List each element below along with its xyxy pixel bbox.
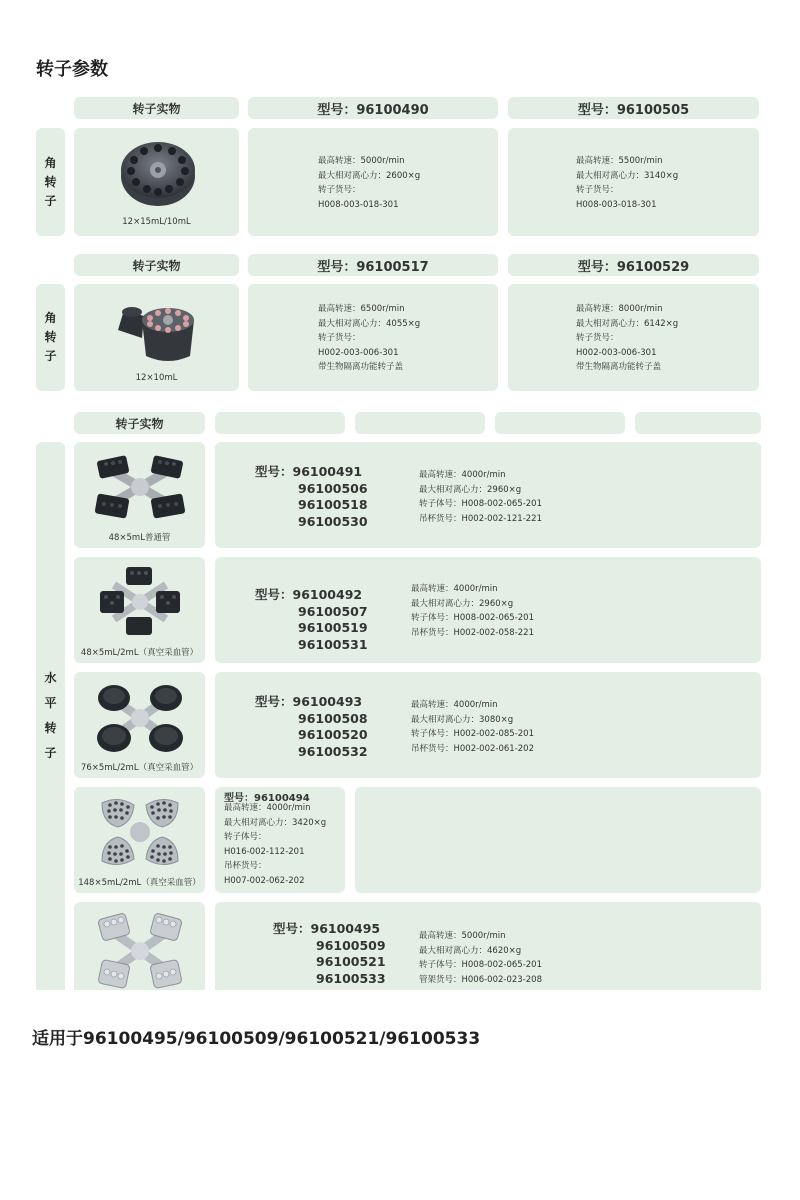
rotor-photo-card [74, 442, 205, 548]
model-header-96100490: 型号：96100490 [248, 97, 498, 119]
spec-card-row-1 [215, 442, 761, 548]
model-list: 型号：96100493 96100508 96100520 96100532 [255, 694, 368, 759]
spec-card-row-3 [215, 672, 761, 778]
rotor-caption: 48×5mL普通管 [108, 533, 171, 543]
side-label-angle-rotor: 角 转 子 [36, 128, 65, 236]
spec-card-96100494 [215, 787, 345, 893]
applicability-note: 适用于96100495/96100509/96100521/96100533 [32, 1029, 481, 1049]
angle-rotor-image [119, 136, 197, 208]
spec-line: 带生物隔离功能转子盖 [576, 362, 662, 372]
model-number: 96100532 [298, 743, 368, 759]
swing-rotor-round-buckets-image [94, 680, 186, 756]
spec-line: 转子体号：H008-002-065-201 [411, 613, 534, 623]
model-number: 96100518 [298, 497, 368, 512]
spec-line: 转子体号：H002-002-085-201 [411, 729, 534, 739]
model-list: 型号：96100492 96100507 96100519 96100531 [255, 587, 368, 652]
swing-rotor-blood-tube-buckets-image [98, 565, 182, 639]
spec-card-96100505 [508, 128, 759, 236]
spec-line: 转子体号： [224, 832, 267, 842]
spec-line: H016-002-112-201 [224, 846, 305, 857]
model-header-96100517: 型号：96100517 [248, 254, 498, 276]
rotor-photo-card [74, 902, 205, 990]
blank-card [355, 787, 761, 893]
photo-header: 转子实物 [74, 412, 205, 434]
spec-line: 转子货号： [318, 185, 361, 195]
spec-line: H002-003-006-301 [318, 347, 399, 358]
spec-line: 最大相对离心力：4620×g [419, 945, 522, 956]
model-number: 96100519 [298, 620, 368, 635]
side-label-angle-rotor: 角 转 子 [36, 284, 65, 391]
rotor-caption: 12×15mL/10mL [122, 217, 191, 227]
spec-line: 管架货号：H006-002-023-208 [419, 974, 542, 985]
spec-line: H008-003-018-301 [318, 199, 399, 210]
model-number: 96100495 [310, 921, 381, 936]
swing-rotor-silver-buckets-image [96, 793, 184, 871]
spec-line: H002-003-006-301 [576, 347, 657, 358]
rotor-caption: 48×5mL/2mL（真空采血管） [80, 648, 199, 658]
spec-line: H008-003-018-301 [576, 199, 657, 210]
spec-line: 吊杯货号：H002-002-061-202 [411, 743, 534, 754]
spec-line: 最高转速：4000r/min [411, 584, 498, 594]
rotor-caption: 148×5mL/2mL（真空采血管） [78, 878, 201, 888]
spec-line: 转子货号： [318, 333, 361, 343]
model-number: 96100521 [316, 954, 386, 969]
spec-line: 最大相对离心力：4055×g [318, 318, 421, 329]
spec-line: 转子货号： [576, 185, 619, 195]
spec-line: 吊杯货号：H002-002-121-221 [419, 513, 542, 524]
spec-card-96100529 [508, 284, 759, 391]
spec-card-96100517 [248, 284, 498, 391]
spec-line: 吊杯货号： [224, 861, 267, 871]
model-number: 96100493 [292, 694, 363, 709]
spec-line: 最大相对离心力：3420×g [224, 817, 327, 828]
spec-line: 最高转速：4000r/min [411, 700, 498, 710]
spec-line: 带生物隔离功能转子盖 [318, 362, 404, 372]
spec-line: 最大相对离心力：3140×g [576, 170, 679, 181]
model-number: 96100533 [316, 970, 386, 986]
swing-rotor-tube-rack-image [96, 910, 184, 990]
header-blank [355, 412, 485, 434]
model-number: 96100492 [292, 587, 363, 602]
model-number: 96100508 [298, 710, 368, 726]
header-blank [495, 412, 625, 434]
spec-line: 最高转速：5000r/min [318, 156, 405, 166]
model-header-96100505: 型号：96100505 [508, 97, 759, 119]
spec-line: 最高转速：4000r/min [419, 470, 506, 480]
spec-line: 最高转速：4000r/min [224, 803, 311, 813]
spec-line: 最高转速：5500r/min [576, 156, 663, 166]
spec-line: 最高转速：8000r/min [576, 304, 663, 314]
swing-rotor-black-buckets-image [94, 452, 186, 522]
spec-line: 最大相对离心力：3080×g [411, 714, 514, 725]
header-blank [635, 412, 761, 434]
rotor-photo-card [74, 128, 239, 236]
model-number: 96100531 [298, 636, 368, 652]
spec-line: 转子体号：H008-002-065-201 [419, 960, 542, 970]
model-list: 型号：96100491 96100506 96100518 96100530 [255, 464, 368, 529]
spec-line: 最高转速：6500r/min [318, 304, 405, 314]
rotor-caption: 12×10mL [135, 373, 178, 383]
model-number: 96100491 [292, 464, 363, 479]
model-header-96100529: 型号：96100529 [508, 254, 759, 276]
rotor-photo-card [74, 557, 205, 663]
model-number: 96100509 [316, 937, 386, 953]
model-number: 96100530 [298, 513, 368, 529]
spec-line: 转子体号：H008-002-065-201 [419, 499, 542, 509]
header-blank [215, 412, 345, 434]
model-list: 型号：96100495 96100509 96100521 96100533 [273, 921, 386, 986]
spec-line: H007-002-062-202 [224, 875, 305, 886]
spec-card-row-2 [215, 557, 761, 663]
spec-line: 吊杯货号：H002-002-058-221 [411, 627, 534, 638]
angle-rotor-with-lid-image [114, 290, 199, 366]
spec-card-row-5 [215, 902, 761, 990]
spec-card-96100490 [248, 128, 498, 236]
photo-header: 转子实物 [74, 97, 239, 119]
rotor-photo-card [74, 672, 205, 778]
spec-line: 最大相对离心力：2960×g [419, 484, 522, 495]
model-number: 96100506 [298, 480, 368, 496]
spec-line: 最大相对离心力：6142×g [576, 318, 679, 329]
spec-line: 最大相对离心力：2960×g [411, 598, 514, 609]
page-title: 转子参数 [36, 59, 108, 80]
spec-line: 最高转速：5000r/min [419, 931, 506, 941]
model-number: 96100520 [298, 727, 368, 742]
photo-header: 转子实物 [74, 254, 239, 276]
rotor-photo-card [74, 787, 205, 893]
side-label-swing-rotor: 水 平 转 子 [36, 442, 65, 990]
spec-line: 最大相对离心力：2600×g [318, 170, 421, 181]
rotor-photo-card [74, 284, 239, 391]
rotor-caption: 76×5mL/2mL（真空采血管） [80, 763, 199, 773]
model-number: 96100507 [298, 603, 368, 619]
model-header-96100494: 型号：96100494 [224, 793, 310, 804]
spec-line: 转子货号： [576, 333, 619, 343]
